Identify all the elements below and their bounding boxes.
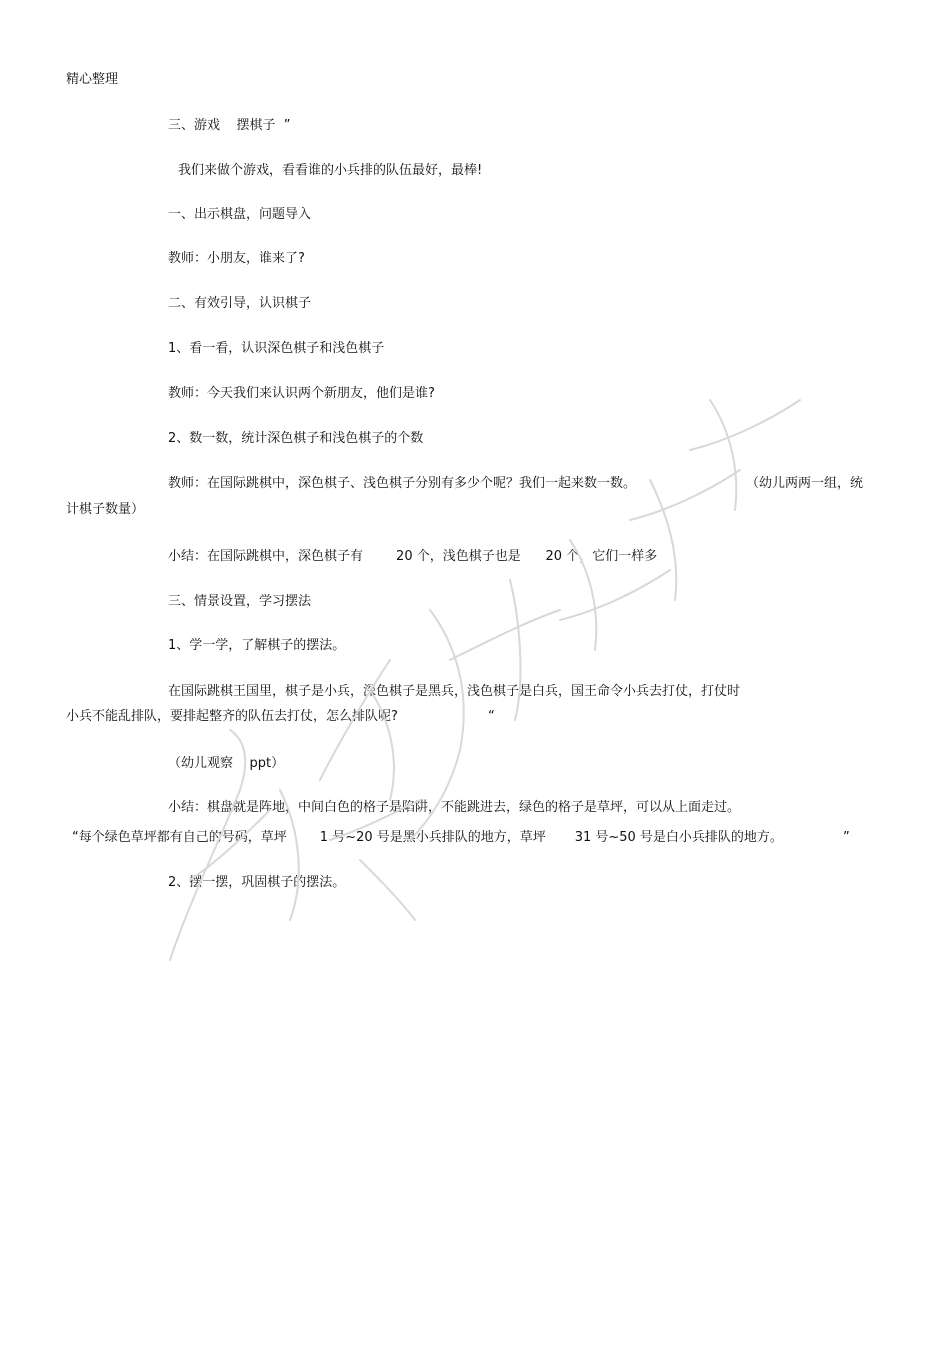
paragraph-story: 在国际跳棋王国里，棋子是小兵，深色棋子是黑兵，浅色棋子是白兵，国王命令小兵去打仗，打仗时 [168, 684, 741, 699]
subheading-place: 2、摆一摆，巩固棋子的摆法。 [168, 875, 346, 890]
paragraph-intro: 我们来做个游戏，看看谁的小兵排的队伍最好，最棒! [178, 163, 483, 178]
paragraph-teacher-2: 教师：今天我们来认识两个新朋友，他们是谁? [168, 386, 435, 401]
paragraph-teacher-3-note: （幼儿两两一组，统 [746, 476, 864, 491]
section-title-game: 三、游戏 摆棋子 ” [168, 118, 291, 133]
paragraph-story-cont: 小兵不能乱排队，要排起整齐的队伍去打仗，怎么排队呢? [66, 709, 398, 724]
paragraph-observe: （幼儿观察 ppt） [168, 756, 285, 771]
subheading-learn: 1、学一学，了解棋子的摆法。 [168, 638, 346, 653]
page-header: 精心整理 [66, 72, 119, 87]
paragraph-summary-1: 小结：在国际跳棋中，深色棋子有 20 个，浅色棋子也是 20 个，它们一样多 [168, 549, 658, 564]
subheading-look: 1、看一看，认识深色棋子和浅色棋子 [168, 341, 385, 356]
heading-1: 一、出示棋盘，问题导入 [168, 207, 312, 222]
heading-3: 三、情景设置，学习摆法 [168, 594, 312, 609]
paragraph-summary-2-quote: ” [843, 830, 850, 845]
paragraph-teacher-1: 教师：小朋友，谁来了? [168, 251, 305, 266]
subheading-count: 2、数一数，统计深色棋子和浅色棋子的个数 [168, 431, 424, 446]
heading-2: 二、有效引导，认识棋子 [168, 296, 312, 311]
paragraph-story-quote: “ [488, 709, 495, 724]
paragraph-summary-2: 小结：棋盘就是阵地，中间白色的格子是陷阱，不能跳进去，绿色的格子是草坪，可以从上面走过。 [168, 800, 741, 815]
paragraph-teacher-3-cont: 计棋子数量） [66, 502, 145, 517]
paragraph-teacher-3: 教师：在国际跳棋中，深色棋子、浅色棋子分别有多少个呢？我们一起来数一数。 [168, 476, 637, 491]
paragraph-summary-2-cont: “每个绿色草坪都有自己的号码，草坪 1 号~20 号是黑小兵排队的地方，草坪 31 号~50 号是白小兵排队的地方。 [72, 830, 783, 845]
